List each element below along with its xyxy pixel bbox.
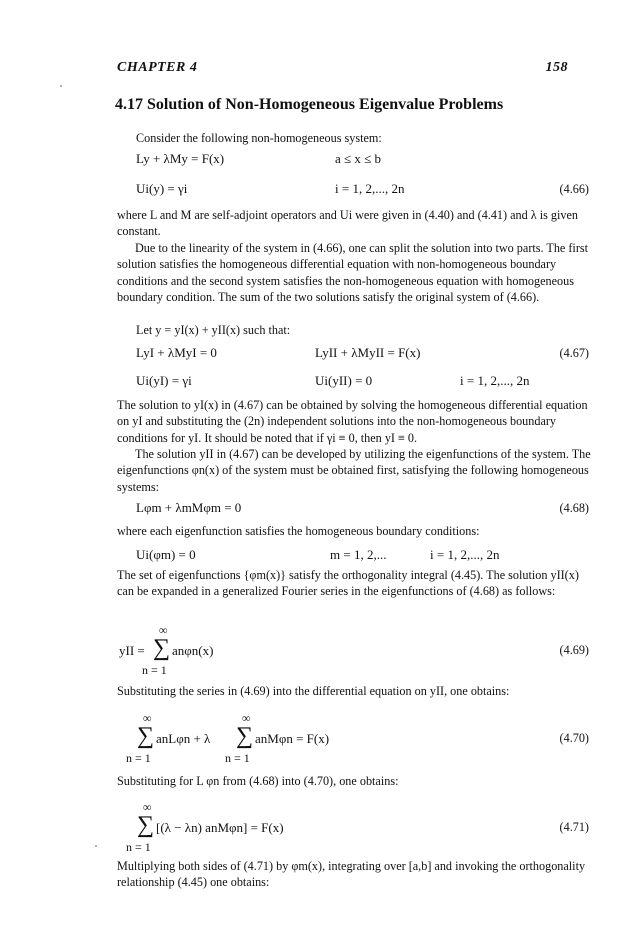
page-number: 158 (545, 60, 568, 75)
paragraph-boundary: where each eigenfunction satisfies the homogeneous boundary conditions: (117, 524, 480, 538)
equation-number-4-71: (4.71) (559, 820, 589, 834)
sum-upper-limit: ∞ (143, 800, 152, 814)
paragraph-operators: where L and M are self-adjoint operators and Ui were given in (4.40) and (4.41) and λ is given constant. (117, 208, 578, 239)
paragraph-substituting-series: Substituting the series in (4.69) into the differential equation on yII, one obtains: (117, 684, 510, 698)
paragraph-let: Let y = yI(x) + yII(x) such that: (136, 323, 291, 337)
equation-4-66a-range: a ≤ x ≤ b (335, 151, 382, 166)
equation-number-4-69: (4.69) (559, 643, 589, 657)
equation-4-67a: LyI + λMyI = 0 (136, 345, 217, 360)
summation-symbol: ∑ (153, 635, 171, 661)
scan-speck (60, 85, 62, 87)
equation-4-67c: Ui(yI) = γi (136, 373, 192, 388)
summation-symbol: ∑ (137, 723, 155, 749)
paragraph-solution-yI: The solution to yI(x) in (4.67) can be obtained by solving the homogeneous differential equation on yI and substituting the (2n) independent solutions into the non-homogeneous boundary conditions for yI. It should be noted that if γi ≡ 0, then yI ≡ 0. (117, 398, 588, 445)
paragraph-orthogonality: The set of eigenfunctions {φm(x)} satisfy the orthogonality integral (4.45). The solution yII(x) can be expanded in a generalized Fourier series in the eigenfunctions of (4.68) as follows: (117, 568, 579, 599)
equation-4-67d: Ui(yII) = 0 (315, 373, 373, 388)
sum-lower-limit: n = 1 (126, 840, 151, 854)
equation-4-67b: LyII + λMyII = F(x) (315, 345, 421, 360)
summation-symbol: ∑ (236, 723, 254, 749)
equation-4-70-term1: anLφn + λ (156, 731, 211, 746)
summation-symbol: ∑ (137, 812, 155, 838)
equation-4-69-lhs: yII = (119, 643, 145, 658)
equation-4-68: Lφm + λmMφm = 0 (136, 500, 242, 515)
sum-lower-limit: n = 1 (126, 751, 151, 765)
equation-number-4-67: (4.67) (559, 346, 589, 360)
equation-boundary-m-range: m = 1, 2,... (330, 547, 387, 562)
equation-4-69-series: anφn(x) (172, 643, 214, 658)
scan-speck (95, 845, 97, 847)
equation-4-71: [(λ − λn) anMφn] = F(x) (156, 820, 284, 835)
paragraph-solution-yII: The solution yII in (4.67) can be developed by utilizing the eigenfunctions of the system. The eigenfunctions φn(x) of the system must be obtained first, satisfying the following homogeneous systems: (117, 447, 591, 494)
sum-upper-limit: ∞ (242, 711, 251, 725)
sum-lower-limit: n = 1 (142, 663, 167, 677)
intro-text: Consider the following non-homogeneous system: (136, 131, 382, 145)
section-title: 4.17 Solution of Non-Homogeneous Eigenvalue Problems (115, 96, 504, 113)
equation-4-70-term2: anMφn = F(x) (255, 731, 330, 746)
equation-4-66a: Ly + λMy = F(x) (136, 151, 225, 166)
equation-number-4-70: (4.70) (559, 731, 589, 745)
equation-number-4-66: (4.66) (559, 182, 589, 196)
sum-lower-limit: n = 1 (225, 751, 250, 765)
sum-upper-limit: ∞ (143, 711, 152, 725)
equation-4-66b-range: i = 1, 2,..., 2n (335, 181, 405, 196)
equation-4-67-range: i = 1, 2,..., 2n (460, 373, 530, 388)
equation-boundary: Ui(φm) = 0 (136, 547, 196, 562)
page-header (117, 60, 568, 80)
equation-boundary-i-range: i = 1, 2,..., 2n (430, 547, 500, 562)
equation-number-4-68: (4.68) (559, 501, 589, 515)
chapter-label: CHAPTER 4 (117, 60, 198, 75)
paragraph-substituting-L: Substituting for L φn from (4.68) into (4.70), one obtains: (117, 774, 399, 788)
sum-upper-limit: ∞ (159, 623, 168, 637)
paragraph-multiplying: Multiplying both sides of (4.71) by φm(x), integrating over [a,b] and invoking the orthogonality relationship (4.45) one obtains: (117, 859, 586, 890)
paragraph-linearity: Due to the linearity of the system in (4.66), one can split the solution into two parts. The first solution satisfies the homogeneous differential equation with non-homogeneous boundary conditions and the second system satisfies the non-homogeneous equation with homogeneous boundary condition. The sum of the two solutions satisfy the original system of (4.66). (117, 241, 589, 304)
equation-4-66b: Ui(y) = γi (136, 181, 188, 196)
